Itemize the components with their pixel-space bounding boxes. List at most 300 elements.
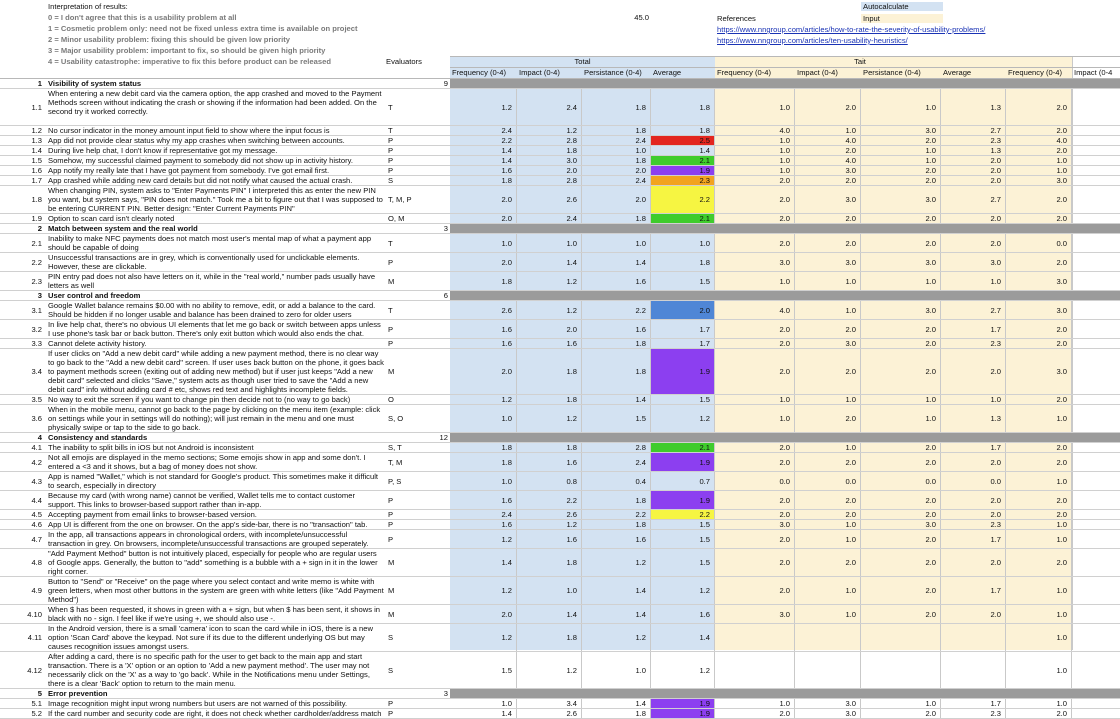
row-number: 3.4	[31, 367, 42, 376]
row-number: 4.8	[31, 558, 42, 567]
score-cell[interactable]: 3.0	[861, 301, 941, 319]
table-row	[0, 624, 1120, 651]
evaluator-codes: M	[388, 558, 395, 567]
score-cell[interactable]: 2.0	[715, 530, 795, 548]
score-cell[interactable]: 2.0	[795, 405, 861, 432]
issue-description: No way to exit the screen if you want to change pin then decide not to (no way to go back)	[48, 395, 351, 404]
section-divider	[861, 433, 941, 442]
score-cell[interactable]: 2.0	[1006, 214, 1072, 223]
table-row	[0, 472, 1120, 490]
score-cell[interactable]: 1.0	[861, 146, 941, 155]
score-cell: 1.8	[517, 549, 582, 576]
issue-description: Accepting payment from email links to browser-based version.	[48, 510, 257, 519]
section-issue-count: 3	[443, 689, 448, 698]
average-cell: 1.9	[651, 453, 715, 471]
score-cell[interactable]: 1.0	[715, 89, 795, 125]
score-cell[interactable]: 1.0	[861, 156, 941, 165]
score-cell: 1.8	[517, 624, 582, 651]
score-cell[interactable]: 3.0	[1006, 349, 1072, 394]
header-line	[450, 56, 1120, 57]
score-cell[interactable]: 2.0	[1006, 443, 1072, 452]
score-cell[interactable]: 2.0	[861, 605, 941, 623]
average-cell: 1.7	[941, 443, 1006, 452]
score-cell[interactable]: 2.0	[861, 577, 941, 604]
score-cell[interactable]: 1.0	[1006, 530, 1072, 548]
evaluator-codes: P	[388, 146, 394, 155]
evaluator-codes: T	[388, 102, 393, 112]
score-cell: 2.0	[582, 186, 651, 213]
score-cell[interactable]: 3.0	[1006, 301, 1072, 319]
score-cell: 1.2	[450, 530, 517, 548]
score-cell[interactable]	[715, 624, 795, 651]
score-cell[interactable]: 3.0	[861, 186, 941, 213]
score-cell: 1.8	[582, 156, 651, 165]
score-cell: 3.4	[517, 699, 582, 708]
issue-description: Option to scan card isn't clearly noted	[48, 214, 175, 223]
score-cell[interactable]: 2.0	[1006, 491, 1072, 509]
section-divider	[651, 79, 715, 88]
score-cell[interactable]: 1.0	[795, 395, 861, 404]
score-cell[interactable]: 1.0	[1006, 405, 1072, 432]
score-cell[interactable]: 1.0	[1006, 577, 1072, 604]
score-cell: 2.6	[517, 186, 582, 213]
score-cell[interactable]: 1.0	[861, 272, 941, 290]
score-cell[interactable]: 3.0	[795, 253, 861, 271]
section-title: Match between system and the real world	[48, 224, 198, 233]
score-cell[interactable]: 4.0	[795, 156, 861, 165]
score-cell[interactable]: 1.0	[795, 272, 861, 290]
score-cell[interactable]: 1.0	[1006, 520, 1072, 529]
score-cell[interactable]: 2.0	[715, 320, 795, 338]
score-cell[interactable]: 0.0	[861, 472, 941, 490]
score-cell[interactable]: 1.0	[795, 577, 861, 604]
score-cell[interactable]: 3.0	[1006, 272, 1072, 290]
issue-description: In live help chat, there's no obvious UI elements that let me go back or switch between apps unless I use phone's task bar or back button. There's only exit button which would also ends the chat.	[48, 320, 381, 338]
section-divider	[582, 689, 651, 698]
score-cell[interactable]: 1.0	[861, 699, 941, 708]
score-cell[interactable]: 1.0	[715, 395, 795, 404]
score-cell: 2.0	[582, 166, 651, 175]
reference-link[interactable]: https://www.nngroup.com/articles/ten-usability-heuristics/	[717, 36, 908, 45]
score-cell[interactable]: 2.0	[715, 349, 795, 394]
average-cell: 1.5	[651, 549, 715, 576]
issue-description: Button to "Send" or "Receive" on the page where you select contact and write memo is white with green letters, when most other buttons in the system are green with white letters (like "Add Payment Method")	[48, 577, 384, 604]
section-divider	[582, 79, 651, 88]
score-cell[interactable]: 2.0	[715, 577, 795, 604]
score-cell[interactable]: 3.0	[795, 339, 861, 348]
column-header-frequency: Frequency (0-4)	[717, 68, 772, 77]
score-cell[interactable]: 2.0	[861, 176, 941, 185]
section-divider	[1072, 224, 1120, 233]
section-divider	[1072, 79, 1120, 88]
score-cell[interactable]: 3.0	[795, 709, 861, 718]
average-cell	[941, 652, 1006, 688]
average-cell: 1.3	[941, 146, 1006, 155]
score-cell: 3.0	[517, 156, 582, 165]
score-cell: 1.4	[517, 253, 582, 271]
section-divider	[861, 79, 941, 88]
table-row	[0, 395, 1120, 404]
score-cell[interactable]: 2.0	[715, 549, 795, 576]
average-cell: 2.1	[651, 214, 715, 223]
score-cell[interactable]: 2.0	[795, 320, 861, 338]
score-cell[interactable]: 1.0	[1006, 472, 1072, 490]
score-cell[interactable]: 2.0	[1006, 453, 1072, 471]
evaluator-codes: P	[388, 136, 394, 145]
average-cell: 2.0	[941, 349, 1006, 394]
score-cell: 1.6	[582, 320, 651, 338]
score-cell[interactable]: 2.0	[715, 709, 795, 718]
score-cell[interactable]: 3.0	[715, 520, 795, 529]
score-cell[interactable]: 4.0	[715, 301, 795, 319]
score-cell[interactable]: 1.0	[861, 89, 941, 125]
score-cell: 1.8	[517, 146, 582, 155]
average-cell: 2.1	[651, 156, 715, 165]
section-divider	[715, 79, 795, 88]
score-cell: 1.4	[450, 709, 517, 718]
score-cell[interactable]	[715, 652, 795, 688]
score-cell[interactable]: 2.0	[795, 349, 861, 394]
score-cell: 1.2	[450, 395, 517, 404]
average-cell: 1.7	[651, 339, 715, 348]
score-cell: 2.6	[517, 510, 582, 519]
score-cell[interactable]: 2.0	[795, 549, 861, 576]
score-cell[interactable]: 1.0	[715, 156, 795, 165]
column-header-frequency: Frequency (0-4)	[452, 68, 507, 77]
average-cell: 1.5	[651, 530, 715, 548]
issue-description: App is named "Wallet," which is not standard for Google's product. This sometimes make it difficult to search, especially in directory	[48, 472, 379, 490]
table-row	[0, 530, 1120, 548]
score-cell[interactable]: 2.0	[715, 491, 795, 509]
issue-description: Unsuccessful transactions are in grey, which is conventionally used for unclickable elements. However, these are clickable.	[48, 253, 360, 271]
evaluator-codes: S, T	[388, 443, 402, 452]
score-cell[interactable]: 2.0	[795, 214, 861, 223]
score-cell: 1.4	[450, 156, 517, 165]
score-cell: 1.8	[450, 453, 517, 471]
score-cell[interactable]: 1.0	[1006, 605, 1072, 623]
table-row	[0, 186, 1120, 213]
score-cell[interactable]: 2.0	[715, 339, 795, 348]
score-cell[interactable]: 2.0	[1006, 709, 1072, 718]
average-cell: 1.4	[651, 146, 715, 155]
section-divider	[651, 291, 715, 300]
score-cell[interactable]: 2.0	[861, 136, 941, 145]
table-row	[0, 136, 1120, 145]
score-cell[interactable]: 2.0	[1006, 146, 1072, 155]
average-cell: 0.0	[941, 472, 1006, 490]
table-row	[0, 214, 1120, 223]
score-cell[interactable]: 1.0	[795, 301, 861, 319]
score-cell: 1.2	[582, 624, 651, 651]
score-cell[interactable]: 2.0	[861, 214, 941, 223]
average-cell: 2.3	[941, 339, 1006, 348]
issue-description: During live help chat, I don't know if representative got my message.	[48, 146, 278, 155]
average-cell: 2.7	[941, 301, 1006, 319]
score-cell[interactable]: 4.0	[1006, 136, 1072, 145]
section-title: Visibility of system status	[48, 79, 142, 88]
score-cell[interactable]: 1.0	[795, 605, 861, 623]
score-cell[interactable]: 1.0	[1006, 652, 1072, 688]
score-cell[interactable]: 2.0	[1006, 126, 1072, 135]
score-cell[interactable]: 1.0	[715, 136, 795, 145]
score-cell[interactable]: 1.0	[715, 166, 795, 175]
average-cell: 2.0	[941, 453, 1006, 471]
score-cell[interactable]: 2.0	[715, 510, 795, 519]
score-cell[interactable]: 2.0	[861, 349, 941, 394]
issue-description: App did not provide clear status why my app crashes when switching between accounts.	[48, 136, 345, 145]
section-number: 3	[37, 291, 42, 300]
row-number: 4.4	[31, 495, 42, 505]
section-divider	[715, 224, 795, 233]
score-cell[interactable]: 2.0	[1006, 253, 1072, 271]
score-cell: 2.6	[517, 709, 582, 718]
score-cell[interactable]: 2.0	[861, 530, 941, 548]
score-cell[interactable]: 3.0	[861, 520, 941, 529]
score-cell: 2.0	[450, 253, 517, 271]
evaluator-codes: M	[388, 586, 395, 595]
score-cell: 1.0	[450, 405, 517, 432]
score-cell[interactable]: 2.0	[861, 453, 941, 471]
score-cell[interactable]: 2.0	[715, 176, 795, 185]
score-cell[interactable]: 1.0	[861, 405, 941, 432]
row-number: 3.5	[31, 395, 42, 404]
score-cell[interactable]: 2.0	[795, 176, 861, 185]
score-cell: 1.6	[450, 320, 517, 338]
evaluator-codes: P	[388, 510, 394, 519]
table-row	[0, 577, 1120, 604]
interpretation-title: Interpretation of results:	[48, 2, 128, 11]
score-cell[interactable]: 2.0	[861, 339, 941, 348]
score-cell[interactable]: 1.0	[1006, 624, 1072, 651]
table-row	[0, 699, 1120, 708]
score-cell[interactable]: 0.0	[1006, 234, 1072, 252]
severity-scale-item: 0 = I don't agree that this is a usability problem at all	[48, 13, 237, 22]
score-cell[interactable]: 3.0	[795, 186, 861, 213]
score-cell: 2.8	[517, 136, 582, 145]
section-divider	[651, 224, 715, 233]
evaluator-codes: S	[388, 665, 394, 675]
section-number: 4	[37, 433, 42, 442]
average-cell: 2.0	[941, 176, 1006, 185]
average-cell: 2.7	[941, 186, 1006, 213]
score-cell: 1.8	[582, 520, 651, 529]
issue-description: App crashed while adding new card details but did not notify what caused the actual crash.	[48, 176, 353, 185]
score-cell: 0.8	[517, 472, 582, 490]
score-cell[interactable]: 2.0	[715, 214, 795, 223]
score-cell[interactable]: 3.0	[861, 126, 941, 135]
score-cell[interactable]: 1.0	[715, 272, 795, 290]
score-cell[interactable]: 3.0	[715, 605, 795, 623]
score-cell[interactable]: 2.0	[795, 146, 861, 155]
score-cell[interactable]: 1.0	[1006, 166, 1072, 175]
evaluator-codes: O	[388, 395, 394, 404]
issue-description: "Add Payment Method" button is not intuitively placed, especially for people who are regular users of Google apps. Generally, the button to "add" something is a bubble with a + sign in it in the lower right corner.	[48, 549, 378, 576]
average-cell: 1.5	[651, 272, 715, 290]
score-cell[interactable]: 1.0	[795, 520, 861, 529]
score-cell: 1.6	[582, 530, 651, 548]
section-divider	[715, 433, 795, 442]
score-cell[interactable]: 3.0	[861, 253, 941, 271]
section-divider	[517, 79, 582, 88]
score-cell[interactable]: 2.0	[861, 234, 941, 252]
section-row	[0, 689, 1120, 698]
score-cell[interactable]: 1.0	[795, 530, 861, 548]
score-cell[interactable]	[861, 652, 941, 688]
score-cell[interactable]: 2.0	[715, 186, 795, 213]
score-cell[interactable]: 1.0	[715, 699, 795, 708]
score-cell: 1.0	[582, 652, 651, 688]
row-number: 4.11	[27, 633, 42, 642]
reference-link[interactable]: https://www.nngroup.com/articles/how-to-rate-the-severity-of-usability-problems/	[717, 25, 986, 34]
score-cell[interactable]: 1.0	[715, 405, 795, 432]
score-cell: 1.0	[450, 699, 517, 708]
score-cell: 1.5	[450, 652, 517, 688]
row-number: 4.3	[31, 476, 42, 486]
table-row	[0, 89, 1120, 125]
group-tait-header: Tait	[854, 57, 866, 66]
score-cell[interactable]: 1.0	[1006, 156, 1072, 165]
score-cell[interactable]	[795, 652, 861, 688]
score-cell[interactable]: 3.0	[795, 166, 861, 175]
score-cell[interactable]: 2.0	[861, 709, 941, 718]
score-cell: 1.0	[450, 234, 517, 252]
score-cell: 1.4	[517, 605, 582, 623]
table-row	[0, 146, 1120, 155]
section-divider	[1006, 291, 1072, 300]
score-cell[interactable]: 2.0	[715, 234, 795, 252]
section-divider	[1006, 689, 1072, 698]
section-divider	[582, 291, 651, 300]
score-cell: 1.4	[582, 577, 651, 604]
score-cell[interactable]: 1.0	[1006, 699, 1072, 708]
score-cell[interactable]: 2.0	[861, 491, 941, 509]
row-number: 4.5	[31, 510, 42, 519]
average-cell: 2.2	[651, 510, 715, 519]
score-cell[interactable]: 2.0	[1006, 395, 1072, 404]
evaluator-codes: P	[388, 339, 394, 348]
score-cell: 1.5	[582, 405, 651, 432]
section-divider	[941, 291, 1006, 300]
average-cell: 2.0	[651, 301, 715, 319]
score-cell[interactable]: 2.0	[1006, 510, 1072, 519]
score-cell[interactable]: 2.0	[1006, 186, 1072, 213]
score-cell[interactable]: 2.0	[715, 443, 795, 452]
score-cell[interactable]: 3.0	[1006, 176, 1072, 185]
row-number: 1.6	[31, 166, 42, 175]
row-number: 2.1	[31, 238, 42, 248]
score-cell: 1.4	[450, 146, 517, 155]
section-divider	[795, 433, 861, 442]
score-cell: 1.2	[517, 301, 582, 319]
score-cell: 2.0	[450, 214, 517, 223]
score-cell[interactable]: 2.0	[1006, 89, 1072, 125]
score-cell: 1.0	[450, 472, 517, 490]
section-divider	[582, 224, 651, 233]
section-row	[0, 224, 1120, 233]
score-cell: 2.2	[517, 491, 582, 509]
score-cell[interactable]: 1.0	[861, 395, 941, 404]
score-cell: 1.6	[450, 339, 517, 348]
score-cell: 1.0	[517, 234, 582, 252]
average-cell: 2.0	[941, 605, 1006, 623]
score-cell[interactable]: 2.0	[715, 453, 795, 471]
score-cell: 2.4	[582, 176, 651, 185]
score-cell[interactable]: 2.0	[795, 510, 861, 519]
legend-autocalculate: Autocalculate	[861, 2, 943, 11]
score-cell: 1.8	[450, 272, 517, 290]
section-divider	[517, 433, 582, 442]
issue-description: After adding a card, there is no specific path for the user to get back to the main app and start transaction. There is a 'X' option or an option to 'Add a new payment method'. The user may not necessarily click on the 'X' as a way to 'go back'. While in the Notifications menu under Settings, there is a clear 'Back' option to return to the main menu.	[48, 652, 370, 688]
score-cell: 1.4	[582, 253, 651, 271]
score-cell: 1.4	[450, 549, 517, 576]
score-cell[interactable]: 2.0	[861, 549, 941, 576]
average-cell: 2.7	[941, 126, 1006, 135]
score-cell[interactable]: 2.0	[861, 320, 941, 338]
table-row	[0, 405, 1120, 432]
evaluator-codes: P	[388, 534, 394, 544]
average-cell: 1.6	[651, 605, 715, 623]
section-divider	[795, 79, 861, 88]
score-cell[interactable]: 2.0	[795, 234, 861, 252]
row-number: 4.12	[27, 665, 42, 675]
average-cell: 1.3	[941, 89, 1006, 125]
score-cell[interactable]: 1.0	[795, 443, 861, 452]
score-cell: 1.2	[517, 652, 582, 688]
score-cell: 2.4	[450, 126, 517, 135]
score-cell[interactable]: 4.0	[715, 126, 795, 135]
score-cell: 2.2	[450, 136, 517, 145]
score-cell: 1.8	[517, 395, 582, 404]
section-divider	[517, 291, 582, 300]
average-cell: 1.2	[651, 652, 715, 688]
section-divider	[795, 224, 861, 233]
section-divider	[795, 291, 861, 300]
average-cell: 1.7	[941, 699, 1006, 708]
score-cell[interactable]: 1.0	[715, 146, 795, 155]
table-row	[0, 443, 1120, 452]
score-cell[interactable]: 3.0	[715, 253, 795, 271]
score-cell[interactable]: 2.0	[861, 166, 941, 175]
score-cell[interactable]: 2.0	[795, 453, 861, 471]
score-cell[interactable]: 2.0	[861, 443, 941, 452]
table-row	[0, 520, 1120, 529]
score-cell[interactable]: 2.0	[1006, 320, 1072, 338]
score-cell[interactable]	[861, 624, 941, 651]
row-number: 2.3	[31, 276, 42, 286]
score-cell: 1.8	[582, 214, 651, 223]
score-cell[interactable]: 2.0	[1006, 339, 1072, 348]
score-cell[interactable]: 3.0	[795, 699, 861, 708]
score-cell[interactable]: 2.0	[861, 510, 941, 519]
score-cell: 1.8	[517, 349, 582, 394]
table-row	[0, 176, 1120, 185]
score-cell[interactable]: 2.0	[795, 89, 861, 125]
score-cell[interactable]: 4.0	[795, 136, 861, 145]
section-issue-count: 6	[443, 291, 448, 300]
score-cell: 2.0	[517, 320, 582, 338]
issue-description: App notify my really late that I have got payment from somebody. I've got email first.	[48, 166, 330, 175]
score-cell[interactable]: 2.0	[795, 491, 861, 509]
score-cell[interactable]	[795, 624, 861, 651]
column-header-impact: Impact (0-4)	[797, 68, 838, 77]
score-cell[interactable]: 0.0	[795, 472, 861, 490]
section-divider	[1006, 224, 1072, 233]
issue-description: App UI is different from the one on browser. On the app's side-bar, there is no "transaction" tab.	[48, 520, 368, 529]
score-cell[interactable]: 1.0	[795, 126, 861, 135]
score-cell[interactable]: 2.0	[1006, 549, 1072, 576]
score-cell[interactable]: 0.0	[715, 472, 795, 490]
issue-description: PIN entry pad does not also have letters on it, while in the "real world," number pads usually have letters as well	[48, 272, 376, 290]
